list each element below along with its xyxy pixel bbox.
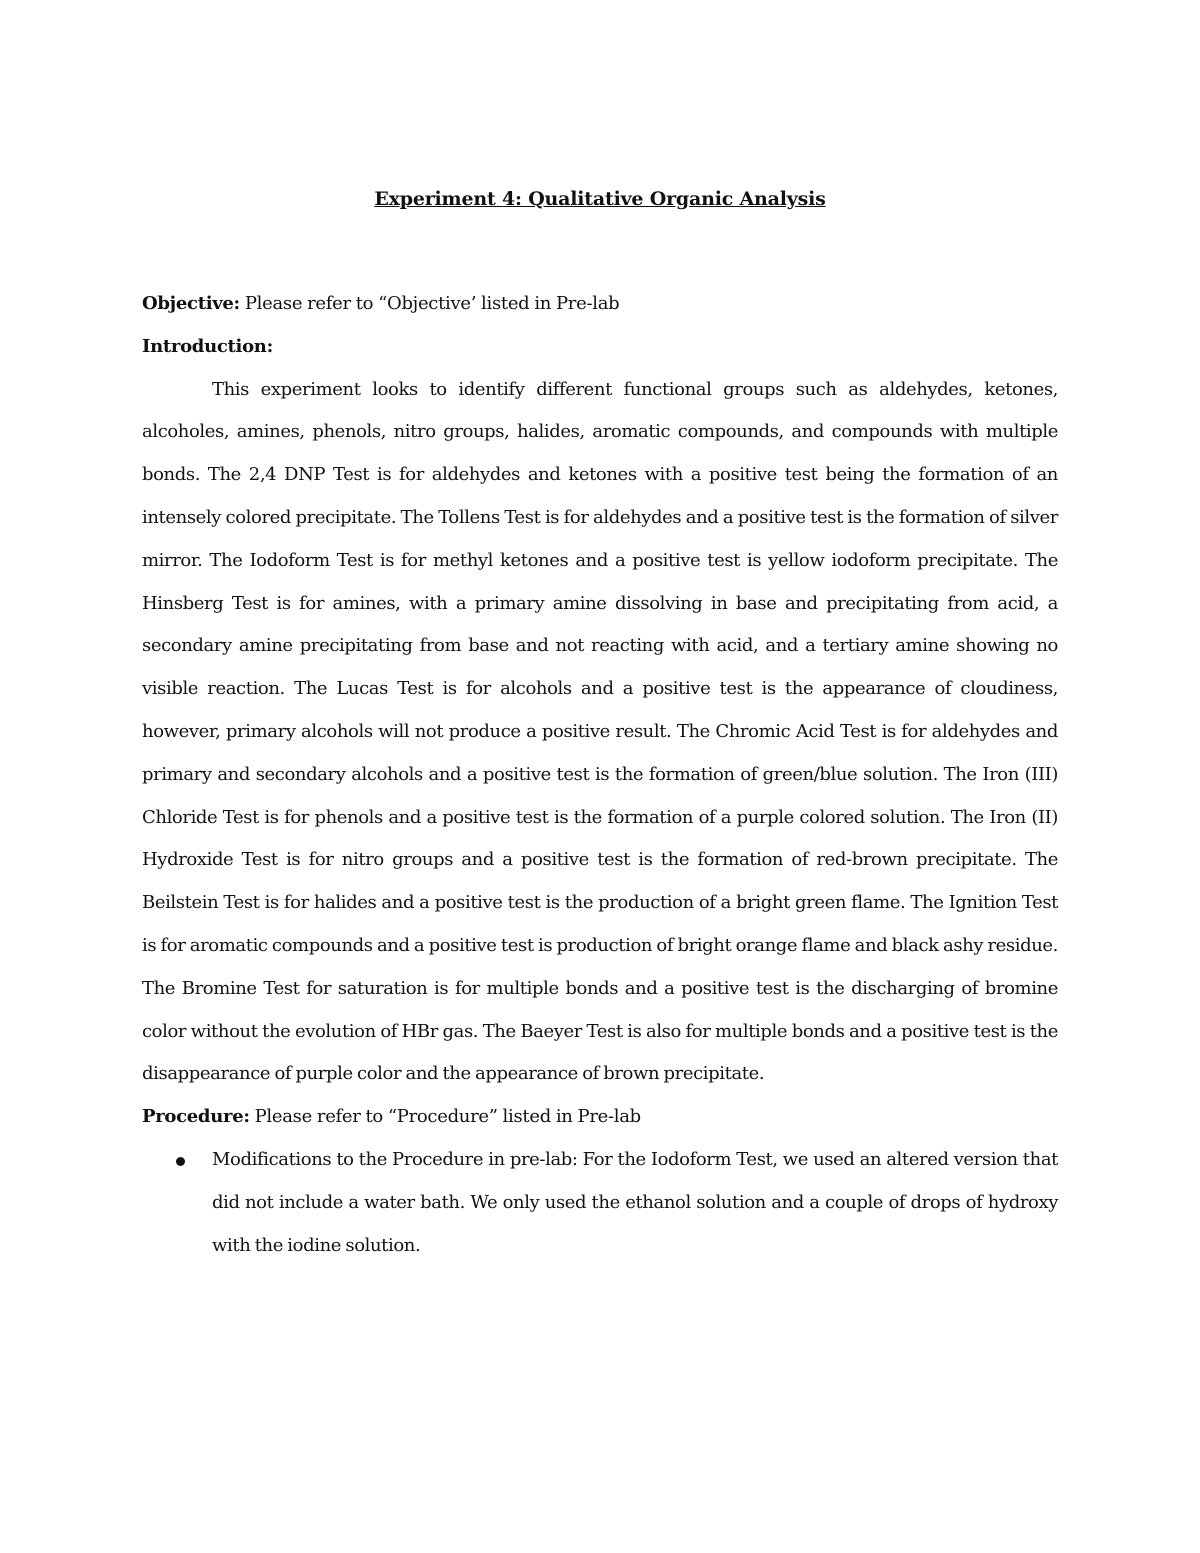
list-item-text: Modifications to the Procedure in pre-lab: For the Iodoform Test, we used an altered version that did not include a water bath. We only used the ethanol solution and a couple of drops of hydroxy with the iodine solution. [212, 1148, 1058, 1256]
list-item [142, 1139, 1058, 1267]
procedure-section [142, 1096, 1058, 1139]
bullet-icon [176, 1157, 185, 1166]
objective-section [142, 283, 1058, 326]
document-content [142, 183, 1058, 1267]
introduction-heading [142, 326, 1058, 369]
procedure-modifications-list [142, 1139, 1058, 1267]
objective-label: Objective: [142, 293, 240, 314]
introduction-label: Introduction: [142, 335, 273, 357]
document-title: Experiment 4: Qualitative Organic Analysis [374, 188, 826, 210]
introduction-body: This experiment looks to identify different functional groups such as aldehydes, ketones, alcoholes, amines, phenols, nitro groups, halides, aromatic compounds, and compounds with multiple bonds. The 2,4 DNP Test is for aldehydes and ketones with a positive test being the formation of an intensely colored precipitate. The Tollens Test is for aldehydes and a positive test is the formation of silver mirror. The Iodoform Test is for methyl ketones and a positive test is yellow iodoform precipitate. The Hinsberg Test is for amines, with a primary amine dissolving in base and precipitating from acid, a secondary amine precipitating from base and not reacting with acid, and a tertiary amine showing no visible reaction. The Lucas Test is for alcohols and a positive test is the appearance of cloudiness, however, primary alcohols will not produce a positive result. The Chromic Acid Test is for aldehydes and primary and secondary alcohols and a positive test is the formation of green/blue solution. The Iron (III) Chloride Test is for phenols and a positive test is the formation of a purple colored solution. The Iron (II) Hydroxide Test is for nitro groups and a positive test is the formation of red-brown precipitate. The Beilstein Test is for halides and a positive test is the production of a bright green flame. The Ignition Test is for aromatic compounds and a positive test is production of bright orange flame and black ashy residue. The Bromine Test for saturation is for multiple bonds and a positive test is the discharging of bromine color without the evolution of HBr gas. The Baeyer Test is also for multiple bonds and a positive test is the disappearance of purple color and the appearance of brown precipitate. [142, 378, 1058, 1085]
procedure-text: Please refer to “Procedure” listed in Pre-lab [249, 1106, 641, 1128]
procedure-label: Procedure: [142, 1106, 250, 1128]
objective-text: Please refer to “Objective’ listed in Pre-lab [239, 293, 620, 314]
